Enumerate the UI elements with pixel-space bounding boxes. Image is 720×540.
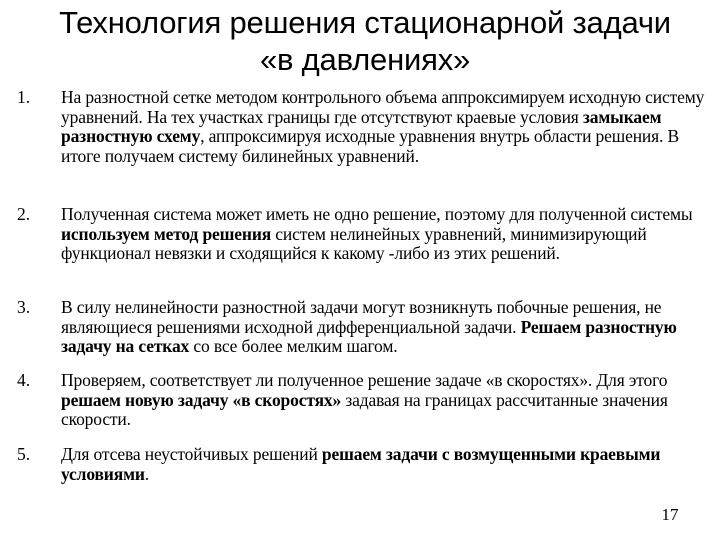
item-text-segment: Проверяем, соответствует ли полученное решение задаче «в скоростях». Для этого xyxy=(61,370,668,390)
item-number: 2. xyxy=(17,204,31,224)
item-number: 1. xyxy=(17,87,31,107)
item-text xyxy=(61,371,709,430)
item-text xyxy=(61,205,709,264)
item-text-bold-segment: используем метод решения xyxy=(61,223,272,244)
item-text-segment: На разностной сетке методом контрольного объема аппроксимируем исходную систему уравнений. На тех участках границы где отсутствуют краевые условия xyxy=(61,87,705,127)
item-text xyxy=(61,445,709,484)
item-text-segment: Для отсева неустойчивых решений xyxy=(61,444,322,464)
slide-title xyxy=(20,4,710,78)
item-text-segment: систем нелинейных уравнений, минимизирующий функционал невязки и сходящийся к какому -либо из этих решений. xyxy=(61,223,647,263)
slide-title-line-1: Технология решения стационарной задачи xyxy=(59,5,671,40)
item-text-segment: , аппроксимируя исходные уравнения внутрь области решения. В итоге получаем систему билинейных уравнений. xyxy=(61,126,680,166)
item-text-bold-segment: решаем новую задачу «в скоростях» xyxy=(61,389,342,410)
slide-title-line-2: «в давлениях» xyxy=(259,42,471,77)
item-text xyxy=(61,88,709,166)
item-number: 5. xyxy=(17,444,31,464)
item-text-bold-segment: замыкаем разностную схему xyxy=(61,106,662,146)
item-text-segment: со все более мелким шагом. xyxy=(189,336,398,356)
item-text-bold-segment: решаем задачи с возмущенными краевыми условиями xyxy=(61,444,661,484)
item-number: 3. xyxy=(17,297,31,317)
item-text-segment: задавая на границах рассчитанные значения скорости. xyxy=(61,389,668,429)
item-text-bold-segment: Решаем разностную задачу на сетках xyxy=(61,316,677,356)
item-text-segment: Полученная система может иметь не одно решение, поэтому для полученной системы xyxy=(61,204,693,224)
item-number: 4. xyxy=(17,370,31,390)
item-text-segment: В силу нелинейности разностной задачи могут возникнуть побочные решения, не являющиеся решениями исходной дифференциальной задачи. xyxy=(61,297,662,337)
page-number: 17 xyxy=(661,505,679,524)
item-text-segment: . xyxy=(144,463,150,484)
item-text xyxy=(61,298,709,357)
